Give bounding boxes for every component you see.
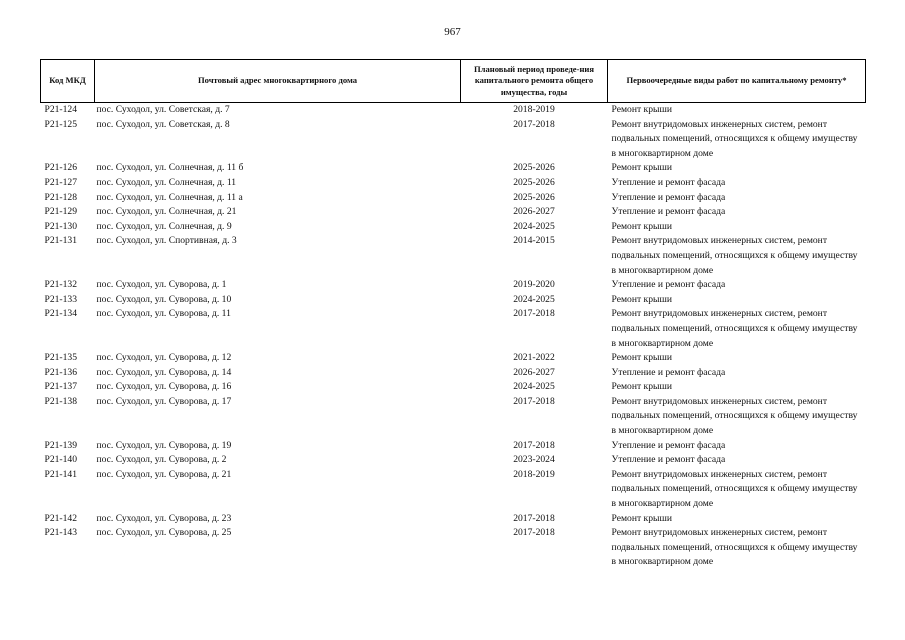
cell-address: пос. Суходол, ул. Суворова, д. 23	[96, 512, 232, 524]
cell-address: пос. Суходол, ул. Суворова, д. 2	[96, 454, 227, 466]
cell-works: Утепление и ремонт фасада	[611, 176, 726, 188]
cell-period: 2014-2015	[513, 235, 555, 247]
cell-works: Ремонт внутридомовых инженерных систем, ремонт подвальных помещений, относящихся к общему имуществу в многоквартирном доме	[611, 527, 858, 568]
cell-works: Ремонт внутридомовых инженерных систем, ремонт подвальных помещений, относящихся к общему имуществу в многоквартирном доме	[611, 235, 858, 276]
cell-period: 2021-2022	[513, 352, 555, 364]
cell-address: пос. Суходол, ул. Спортивная, д. 3	[96, 235, 237, 247]
cell-code: Р21-127	[44, 176, 78, 188]
table-body	[41, 103, 866, 571]
cell-address: пос. Суходол, ул. Солнечная, д. 21	[96, 206, 237, 218]
cell-code: Р21-136	[44, 366, 78, 378]
table-row	[41, 439, 866, 454]
cell-works: Ремонт внутридомовых инженерных систем, ремонт подвальных помещений, относящихся к общему имуществу в многоквартирном доме	[611, 308, 858, 349]
cell-code: Р21-132	[44, 279, 78, 291]
header-works: Первоочередные виды работ по капитальному ремонту*	[608, 60, 866, 103]
cell-period: 2024-2025	[513, 293, 555, 305]
table-row	[41, 453, 866, 468]
cell-works: Утепление и ремонт фасада	[611, 366, 726, 378]
cell-period: 2025-2026	[513, 162, 555, 174]
table-row	[41, 118, 866, 162]
cell-code: Р21-125	[44, 118, 78, 130]
cell-works: Ремонт внутридомовых инженерных систем, ремонт подвальных помещений, относящихся к общему имуществу в многоквартирном доме	[611, 118, 858, 159]
table-row	[41, 191, 866, 206]
cell-code: Р21-129	[44, 206, 78, 218]
cell-works: Утепление и ремонт фасада	[611, 191, 726, 203]
cell-works: Ремонт крыши	[611, 162, 672, 174]
header-code: Код МКД	[41, 60, 95, 103]
cell-period: 2018-2019	[513, 104, 555, 115]
cell-address: пос. Суходол, ул. Суворова, д. 16	[96, 381, 232, 393]
table-row	[41, 220, 866, 235]
cell-code: Р21-126	[44, 162, 78, 174]
table-row	[41, 307, 866, 351]
cell-works: Утепление и ремонт фасада	[611, 454, 726, 466]
table-row	[41, 468, 866, 512]
cell-code: Р21-143	[44, 527, 78, 539]
header-period: Плановый период проведе-ния капитального ремонта общего имущества, годы	[461, 60, 608, 103]
cell-period: 2017-2018	[513, 118, 555, 130]
cell-works: Утепление и ремонт фасада	[611, 206, 726, 218]
cell-works: Ремонт внутридомовых инженерных систем, ремонт подвальных помещений, относящихся к общему имуществу в многоквартирном доме	[611, 395, 858, 437]
table-row	[41, 161, 866, 176]
cell-period: 2025-2026	[513, 191, 555, 203]
cell-works: Ремонт крыши	[611, 220, 672, 232]
header-address: Почтовый адрес многоквартирного дома	[95, 60, 461, 103]
cell-period: 2017-2018	[513, 527, 555, 539]
cell-address: пос. Суходол, ул. Суворова, д. 12	[96, 352, 232, 364]
cell-code: Р21-135	[44, 352, 78, 364]
cell-works: Ремонт крыши	[611, 104, 672, 115]
cell-works: Ремонт внутридомовых инженерных систем, ремонт подвальных помещений, относящихся к общему имуществу в многоквартирном доме	[611, 468, 858, 510]
table-row	[41, 278, 866, 293]
cell-address: пос. Суходол, ул. Советская, д. 7	[96, 104, 230, 115]
cell-period: 2017-2018	[513, 395, 555, 407]
table-row	[41, 380, 866, 395]
cell-code: Р21-130	[44, 220, 78, 232]
cell-period: 2024-2025	[513, 220, 555, 232]
cell-address: пос. Суходол, ул. Солнечная, д. 9	[96, 220, 232, 232]
repair-schedule-table	[40, 59, 866, 570]
cell-works: Ремонт крыши	[611, 381, 672, 393]
cell-period: 2026-2027	[513, 206, 555, 218]
cell-period: 2017-2018	[513, 439, 555, 451]
cell-period: 2024-2025	[513, 381, 555, 393]
cell-address: пос. Суходол, ул. Суворова, д. 21	[96, 468, 232, 480]
cell-code: Р21-133	[44, 293, 78, 305]
cell-address: пос. Суходол, ул. Солнечная, д. 11 б	[96, 162, 244, 174]
cell-address: пос. Суходол, ул. Солнечная, д. 11	[96, 176, 237, 188]
cell-works: Ремонт крыши	[611, 293, 672, 305]
table-row	[41, 205, 866, 220]
cell-address: пос. Суходол, ул. Суворова, д. 19	[96, 439, 232, 451]
table-row	[41, 526, 866, 570]
cell-code: Р21-124	[44, 104, 78, 115]
cell-code: Р21-138	[44, 395, 78, 407]
cell-address: пос. Суходол, ул. Суворова, д. 14	[96, 366, 232, 378]
cell-code: Р21-128	[44, 191, 78, 203]
cell-works: Ремонт крыши	[611, 352, 672, 364]
table-row	[41, 351, 866, 366]
table-row	[41, 103, 866, 118]
cell-code: Р21-141	[44, 468, 78, 480]
cell-code: Р21-142	[44, 512, 78, 524]
cell-code: Р21-139	[44, 439, 78, 451]
cell-address: пос. Суходол, ул. Суворова, д. 17	[96, 395, 232, 407]
cell-address: пос. Суходол, ул. Суворова, д. 25	[96, 527, 232, 539]
cell-works: Ремонт крыши	[611, 512, 672, 524]
table-row	[41, 366, 866, 381]
table-row	[41, 293, 866, 308]
cell-period: 2017-2018	[513, 308, 555, 320]
page-number: 967	[444, 26, 461, 38]
cell-period: 2017-2018	[513, 512, 555, 524]
cell-period: 2019-2020	[513, 279, 555, 291]
cell-code: Р21-137	[44, 381, 78, 393]
cell-code: Р21-131	[44, 235, 78, 247]
cell-code: Р21-134	[44, 308, 78, 320]
table-row	[41, 512, 866, 527]
cell-address: пос. Суходол, ул. Солнечная, д. 11 а	[96, 191, 243, 203]
cell-period: 2018-2019	[513, 468, 555, 480]
cell-period: 2026-2027	[513, 366, 555, 378]
cell-address: пос. Суходол, ул. Суворова, д. 1	[96, 279, 227, 291]
cell-works: Утепление и ремонт фасада	[611, 439, 726, 451]
table-row	[41, 234, 866, 278]
table-row	[41, 395, 866, 439]
cell-address: пос. Суходол, ул. Суворова, д. 11	[96, 308, 231, 320]
table-row	[41, 176, 866, 191]
cell-period: 2023-2024	[513, 454, 555, 466]
cell-code: Р21-140	[44, 454, 78, 466]
table-header	[41, 60, 866, 103]
cell-address: пос. Суходол, ул. Суворова, д. 10	[96, 293, 232, 305]
cell-period: 2025-2026	[513, 176, 555, 188]
cell-address: пос. Суходол, ул. Советская, д. 8	[96, 118, 230, 130]
cell-works: Утепление и ремонт фасада	[611, 279, 726, 291]
